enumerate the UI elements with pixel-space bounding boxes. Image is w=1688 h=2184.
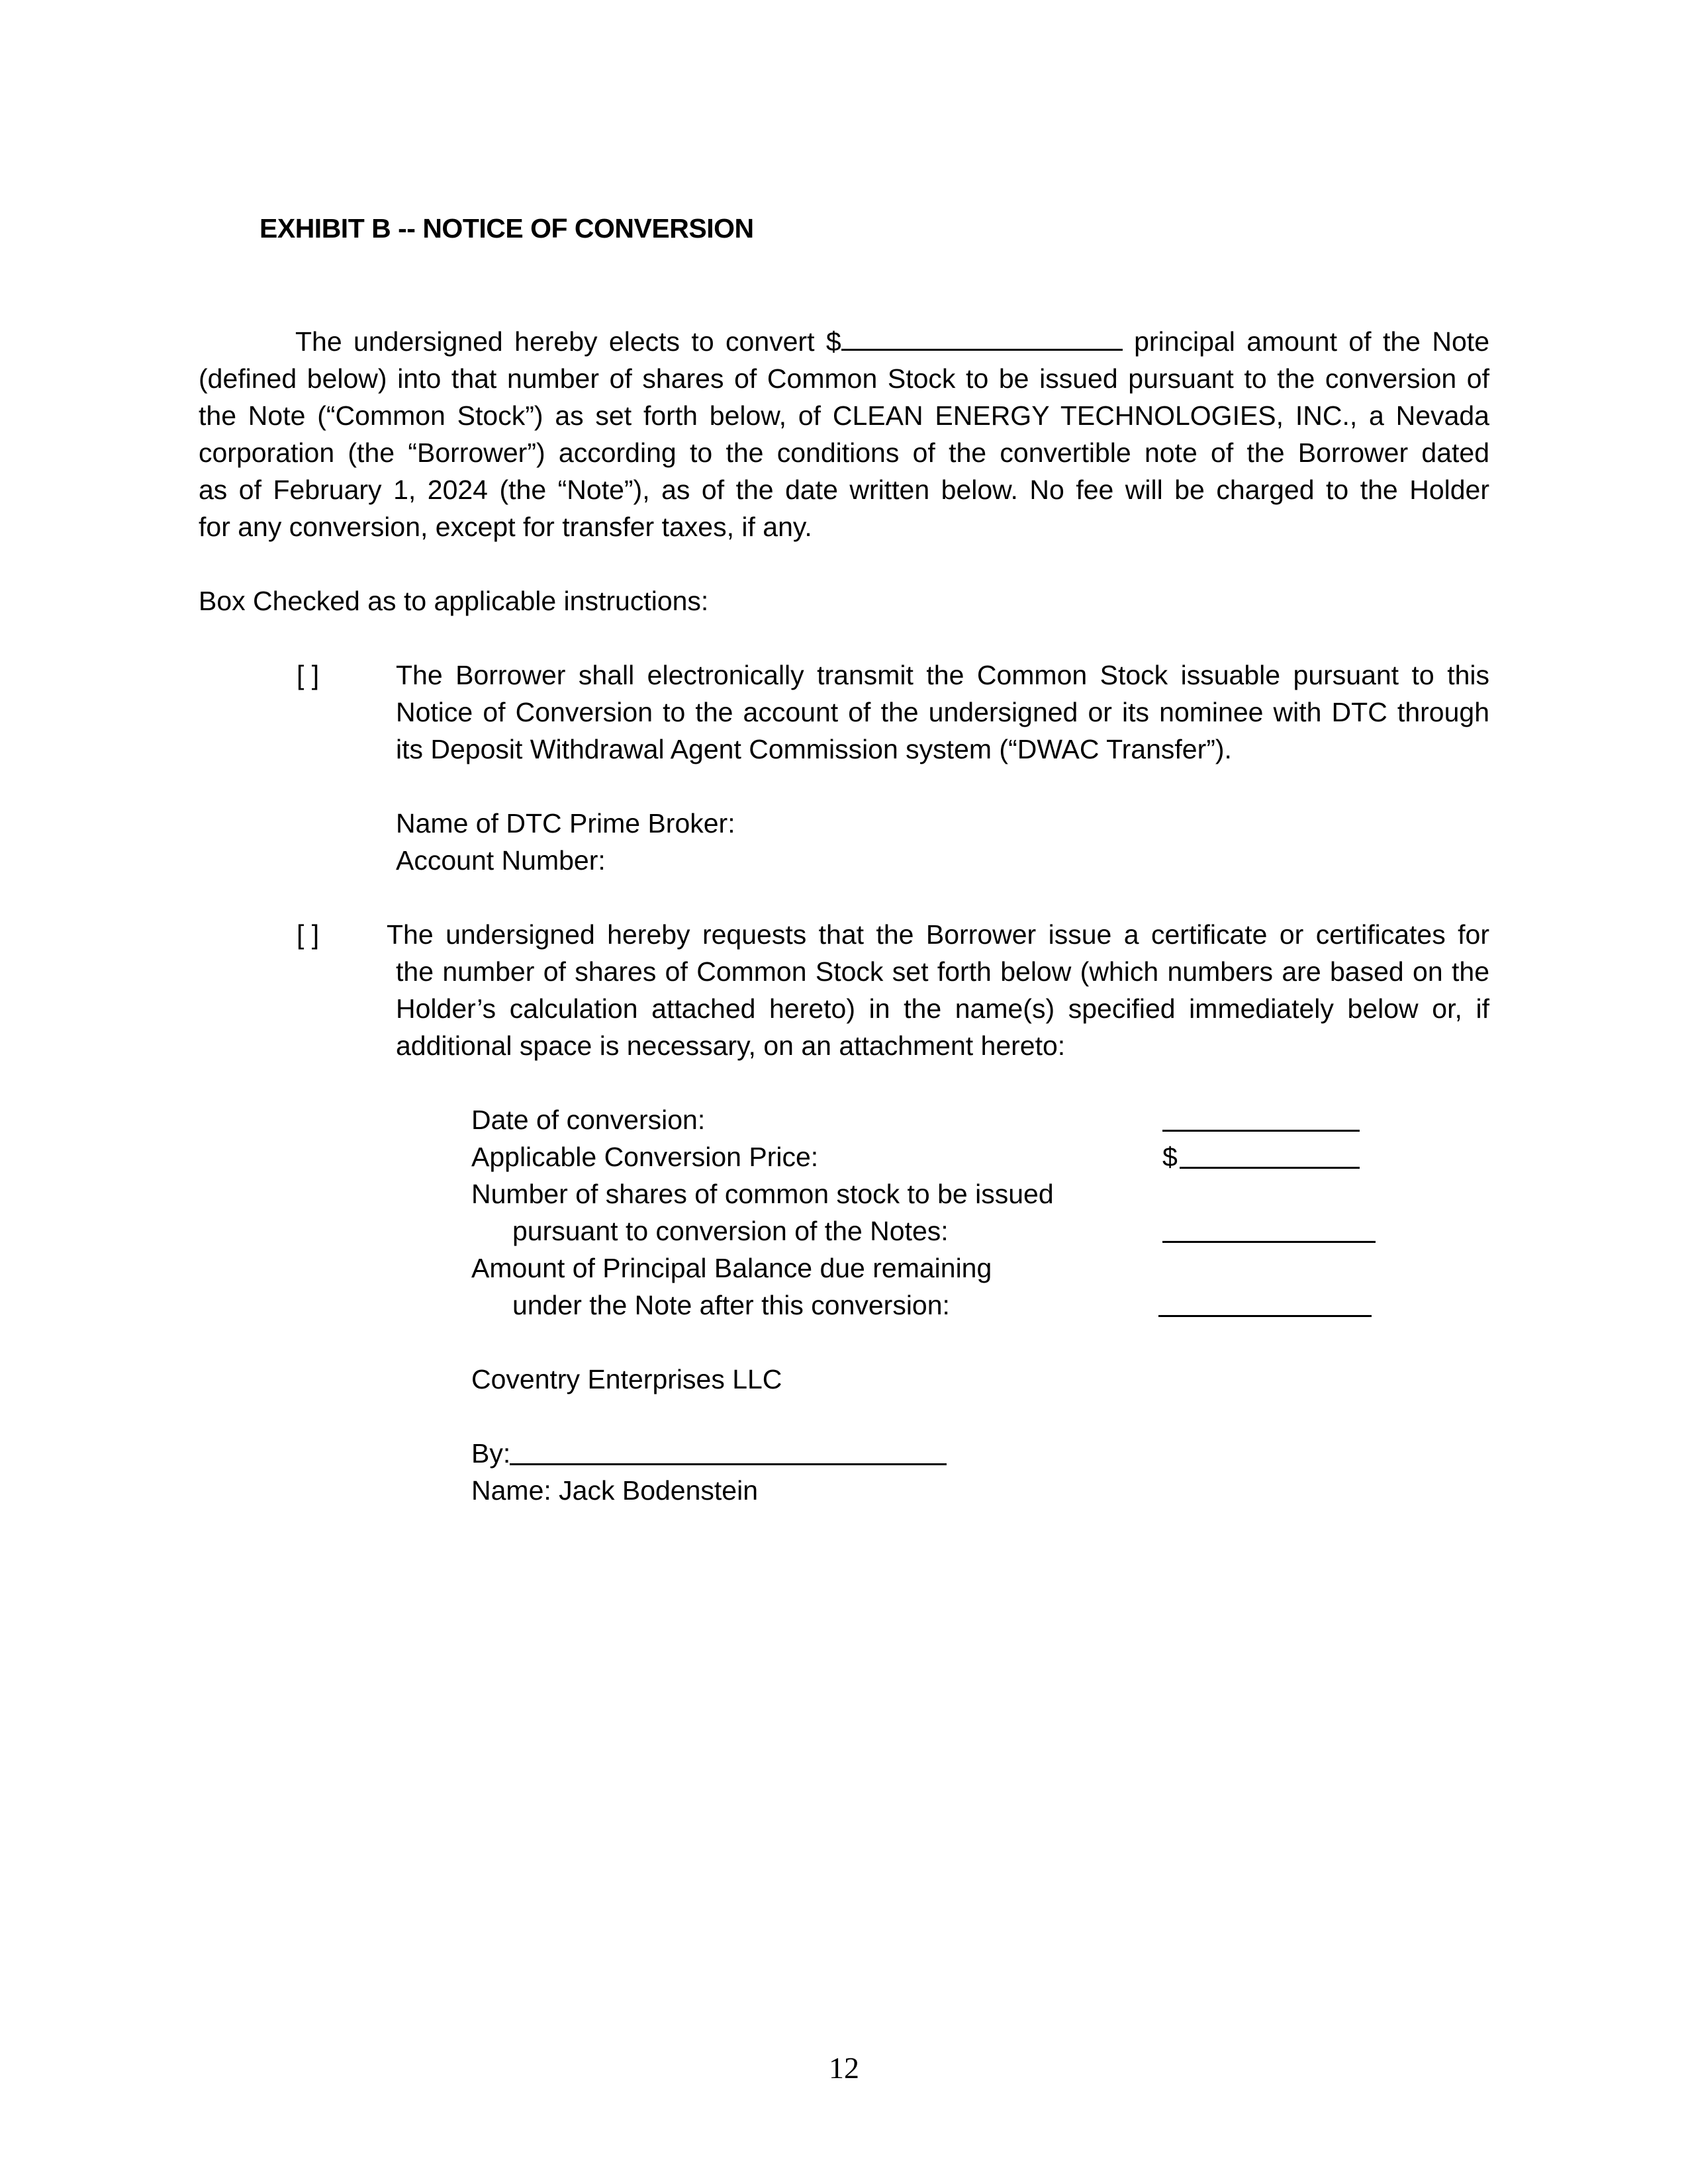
option2-line-3: Holder’s calculation attached hereto) in the name(s) specified immediately below or, if <box>396 993 1489 1024</box>
principal-balance-blank[interactable] <box>1158 1315 1372 1317</box>
dtc-broker-label: Name of DTC Prime Broker: <box>396 808 735 839</box>
date-of-conversion-blank[interactable] <box>1162 1130 1360 1132</box>
box-checked-label: Box Checked as to applicable instructions: <box>199 586 709 616</box>
shares-blank[interactable] <box>1162 1241 1376 1243</box>
page-number: 12 <box>829 2051 859 2085</box>
date-of-conversion-label: Date of conversion: <box>471 1105 706 1135</box>
option1-line-3: its Deposit Withdrawal Agent Commission system (“DWAC Transfer”). <box>396 734 1232 764</box>
option2-line-4: additional space is necessary, on an attachment hereto: <box>396 1030 1066 1061</box>
intro-line-5: as of February 1, 2024 (the “Note”), as of the date written below. No fee will be charged to the Holder <box>199 475 1489 505</box>
shares-label-1: Number of shares of common stock to be issued <box>471 1179 1054 1209</box>
option2-line-1: The undersigned hereby requests that the Borrower issue a certificate or certificates for <box>387 919 1489 950</box>
price-dollar-sign: $ <box>1162 1142 1178 1172</box>
signature-by-label: By: <box>471 1438 511 1469</box>
signature-line[interactable] <box>510 1463 947 1465</box>
option1-line-2: Notice of Conversion to the account of the undersigned or its nominee with DTC through <box>396 697 1489 727</box>
intro-line-1-a: The undersigned hereby elects to convert $ <box>295 326 841 357</box>
amount-blank[interactable] <box>841 326 1123 351</box>
option1-line-1: The Borrower shall electronically transmit the Common Stock issuable pursuant to this <box>396 660 1489 690</box>
signatory-name: Name: Jack Bodenstein <box>471 1475 759 1506</box>
option1-checkbox[interactable]: [ ] <box>297 660 320 690</box>
conversion-price-label: Applicable Conversion Price: <box>471 1142 819 1172</box>
principal-label-2: under the Note after this conversion: <box>512 1290 950 1320</box>
intro-line-4: corporation (the “Borrower”) according to the conditions of the convertible note of the Borrower dated <box>199 437 1489 468</box>
intro-line-1 <box>199 323 1489 360</box>
shares-label-2: pursuant to conversion of the Notes: <box>512 1216 949 1246</box>
intro-line-1-b: principal amount of the Note <box>1134 326 1489 357</box>
principal-label-1: Amount of Principal Balance due remaining <box>471 1253 992 1283</box>
intro-line-2: (defined below) into that number of shares of Common Stock to be issued pursuant to the conversion of <box>199 363 1489 394</box>
intro-line-3: the Note (“Common Stock”) as set forth below, of CLEAN ENERGY TECHNOLOGIES, INC., a Nevada <box>199 400 1489 431</box>
company-name: Coventry Enterprises LLC <box>471 1364 782 1394</box>
account-number-label: Account Number: <box>396 845 606 876</box>
conversion-price-blank[interactable] <box>1180 1167 1360 1169</box>
intro-line-6: for any conversion, except for transfer taxes, if any. <box>199 512 812 542</box>
option2-line-2: the number of shares of Common Stock set forth below (which numbers are based on the <box>396 956 1489 987</box>
page-title: EXHIBIT B -- NOTICE OF CONVERSION <box>259 213 754 244</box>
option2-checkbox[interactable]: [ ] <box>297 919 320 950</box>
